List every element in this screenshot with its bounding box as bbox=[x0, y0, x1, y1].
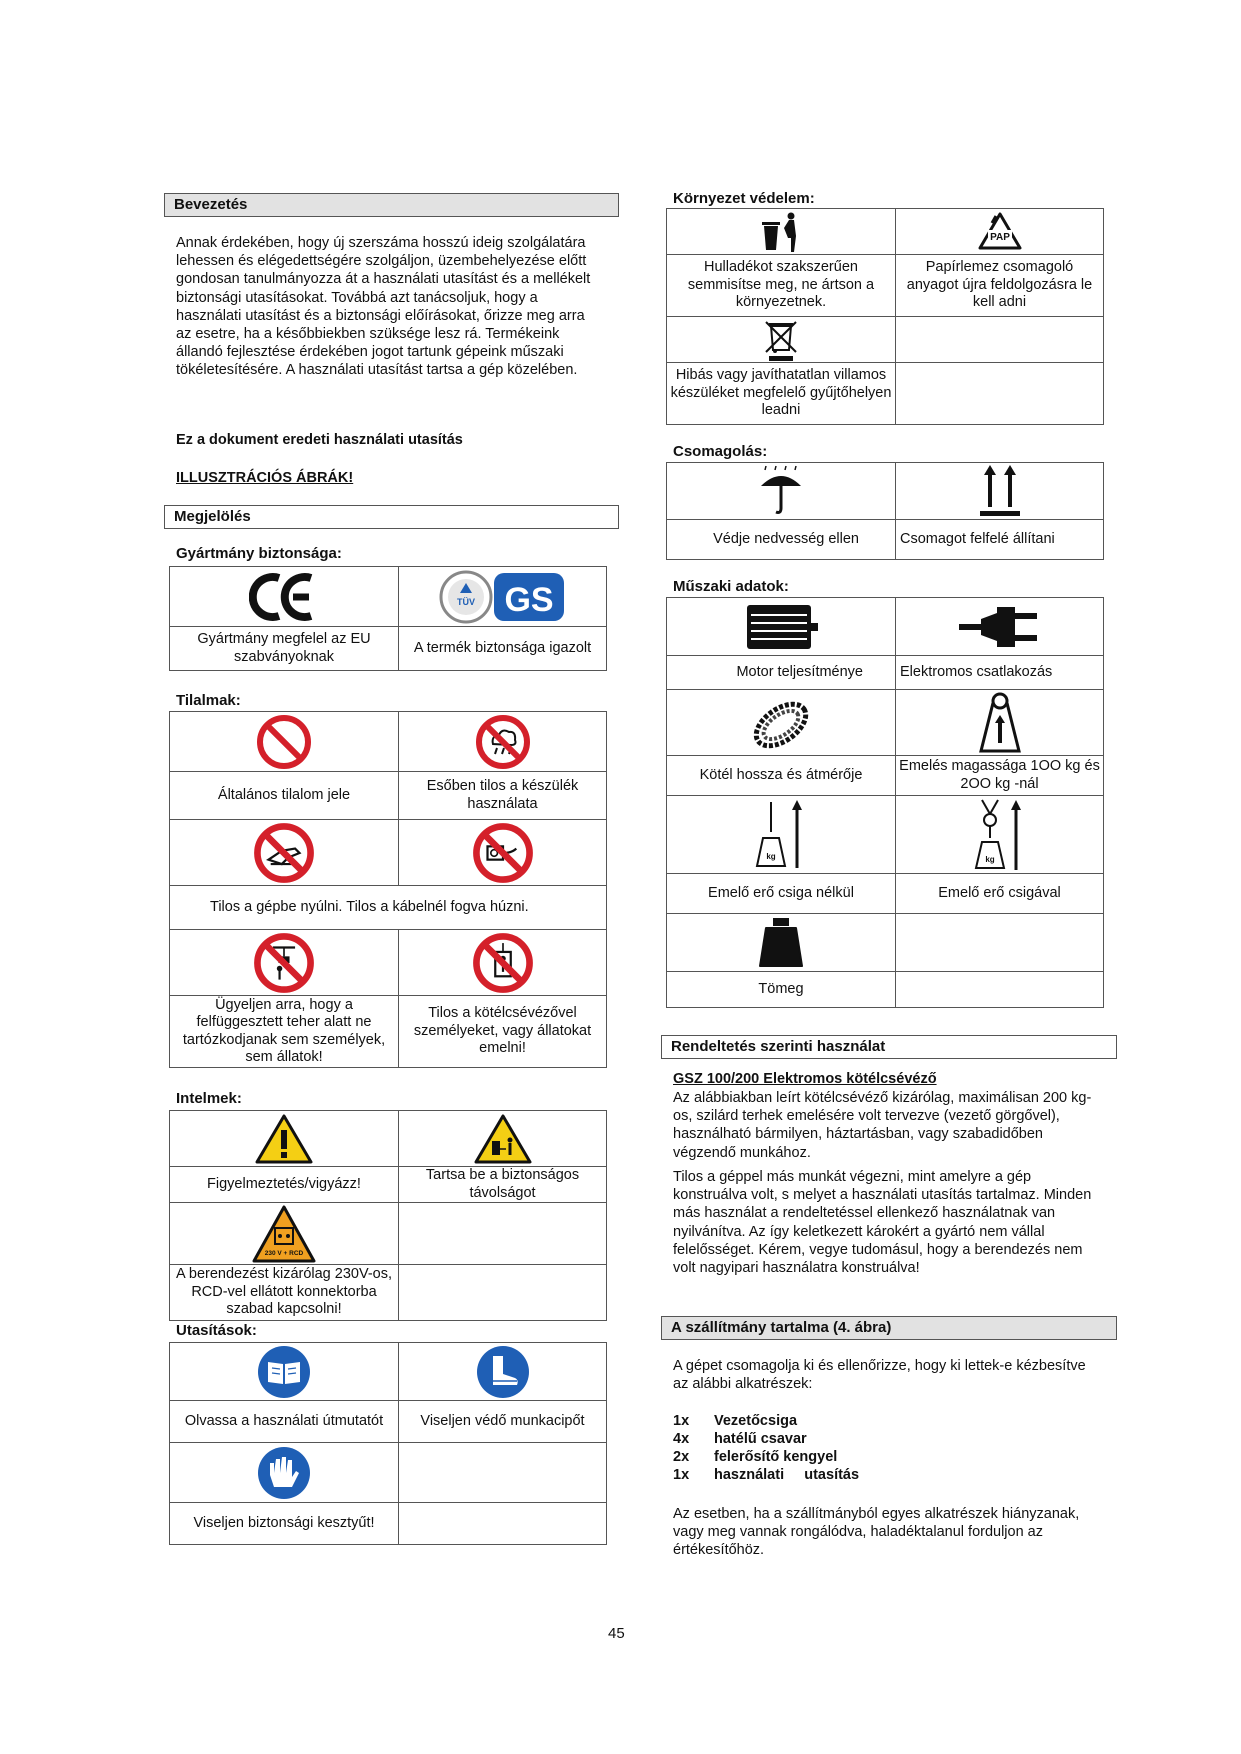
rcd-warning-cell bbox=[170, 1203, 399, 1265]
read-manual-cell bbox=[170, 1343, 399, 1401]
no-hand-cell bbox=[170, 820, 399, 886]
motor-caption: Motor teljesítménye bbox=[667, 656, 896, 690]
rope-coil-icon bbox=[743, 691, 819, 755]
tuv-gs-icon bbox=[438, 569, 568, 625]
item-qty: 2x bbox=[673, 1449, 690, 1465]
ce-mark-icon bbox=[249, 572, 319, 622]
intro-header: Bevezetés bbox=[164, 193, 619, 217]
item-name: hatélű csavar bbox=[714, 1431, 807, 1447]
environment-table bbox=[666, 208, 1104, 425]
keep-dry-cell bbox=[667, 463, 896, 520]
weee-cell bbox=[667, 317, 896, 363]
delivery-header: A szállítmány tartalma (4. ábra) bbox=[661, 1316, 1117, 1340]
general-warning-cell bbox=[170, 1111, 399, 1167]
empty-cell bbox=[399, 1265, 607, 1321]
pull-no-pulley-caption: Emelő erő csiga nélkül bbox=[667, 874, 896, 914]
general-prohibition-icon bbox=[256, 714, 312, 770]
intended-use-header: Rendeltetés szerinti használat bbox=[661, 1035, 1117, 1059]
item-qty: 4x bbox=[673, 1431, 690, 1447]
list-item bbox=[673, 1412, 859, 1430]
no-stand-under-load-caption: Ügyeljen arra, hogy a felfüggesztett teher alatt ne tartózkodjanak sem személyek, sem állatok! bbox=[170, 996, 399, 1068]
safety-shoes-icon bbox=[475, 1344, 531, 1400]
electric-plug-icon bbox=[957, 601, 1043, 653]
no-lift-persons-caption: Tilos a kötélcsévézővel személyeket, vagy állatokat emelni! bbox=[399, 996, 607, 1068]
no-standing-under-load-icon bbox=[253, 932, 315, 994]
plug-cell bbox=[896, 598, 1104, 656]
technical-title: Műszaki adatok: bbox=[673, 578, 789, 595]
prohibitions-title: Tilalmak: bbox=[176, 692, 241, 709]
empty-cell bbox=[399, 1503, 607, 1545]
tuv-gs-cell bbox=[399, 567, 607, 627]
this-side-up-cell bbox=[896, 463, 1104, 520]
original-note: Ez a dokument eredeti használati utasítás bbox=[176, 432, 463, 448]
empty-cell bbox=[896, 972, 1104, 1008]
dispose-caption: Hulladékot szakszerűen semmisítse meg, ne ártson a környezetnek. bbox=[667, 255, 896, 317]
weight-caption: Tömeg bbox=[667, 972, 896, 1008]
list-item bbox=[673, 1430, 859, 1448]
no-rain-use-icon bbox=[475, 714, 531, 770]
general-prohibition-caption: Általános tilalom jele bbox=[170, 772, 399, 820]
lift-height-cell bbox=[896, 690, 1104, 756]
prohibitions-table bbox=[169, 711, 607, 1068]
delivery-intro: A gépet csomagolja ki és ellenőrizze, hogy ki lettek-e kézbesítve az alábbi alkatrészek: bbox=[673, 1358, 1086, 1393]
ce-caption: Gyártmány megfelel az EU szabványoknak bbox=[170, 627, 399, 671]
safe-distance-cell bbox=[399, 1111, 607, 1167]
svg-text:GS: GS bbox=[503, 580, 554, 619]
no-lifting-persons-icon bbox=[472, 932, 534, 994]
empty-cell bbox=[896, 363, 1104, 425]
pap-caption: Papírlemez csomagoló anyagot újra feldolgozásra le kell adni bbox=[896, 255, 1104, 317]
rope-cell bbox=[667, 690, 896, 756]
instructions-title: Utasítások: bbox=[176, 1322, 257, 1339]
safe-distance-warning-icon bbox=[473, 1113, 533, 1165]
empty-cell bbox=[896, 914, 1104, 972]
lift-height-caption: Emelés magassága 1OO kg és 2OO kg -nál bbox=[896, 756, 1104, 796]
no-rain-caption: Esőben tilos a készülék használata bbox=[399, 772, 607, 820]
no-reach-cable-caption bbox=[170, 886, 607, 930]
no-stand-under-load-cell bbox=[170, 930, 399, 996]
gloves-cell bbox=[170, 1443, 399, 1503]
weee-caption: Hibás vagy javíthatatlan villamos készüléket megfelelő gyűjtőhelyen leadni bbox=[667, 363, 896, 425]
delivery-note: Az esetben, ha a szállítmányból egyes alkatrészek hiányzanak, vagy meg vannak rongálódva, haladéktalanul forduljon az értékesítőhöz. bbox=[673, 1506, 1080, 1559]
delivery-list bbox=[673, 1412, 859, 1484]
general-warning-icon bbox=[254, 1113, 314, 1165]
list-item bbox=[673, 1448, 859, 1466]
weight-cell bbox=[667, 914, 896, 972]
this-side-up-caption: Csomagot felfelé állítani bbox=[896, 520, 1104, 560]
read-manual-icon bbox=[256, 1344, 312, 1400]
litter-bin-cell bbox=[667, 209, 896, 255]
pap-recycle-cell bbox=[896, 209, 1104, 255]
safety-gloves-icon bbox=[256, 1445, 312, 1501]
dispose-properly-icon bbox=[756, 210, 806, 254]
intended-use-paragraph-1: Az alábbiakban leírt kötélcsévéző kizárólag, maximálisan 200 kg-os, szilárd terhek emelésére volt tervezve (vezető görgővel), használható bármilyen, háztartásban, vagy szabadidőben végzendő munkához. bbox=[673, 1090, 1092, 1161]
warnings-title: Intelmek: bbox=[176, 1090, 242, 1107]
keep-dry-umbrella-icon bbox=[756, 464, 806, 518]
illustrations-link[interactable]: ILLUSZTRÁCIÓS ÁBRÁK! bbox=[176, 470, 354, 486]
item-qty: 1x bbox=[673, 1413, 690, 1429]
intro-paragraph: Annak érdekében, hogy új szerszáma hosszú ideig szolgálatára lehessen és elégedettségére szolgáljon, üzembehelyezése előtt gondosan tanulmányozza át a használati utasítást és a mellékelt biztonsági utasításokat. Továbbá azt tanácsoljuk, hogy a használati utasítást és a biztonsági előírásokat, őrizze meg arra az esetre, ha a későbbiekben szüksége lesz rá. Termékeink állandó fejlesztése érdekében jogot tartunk gépeink műszaki tökéletesítésére. A használati utasítást tartsa a gép közelében. bbox=[176, 235, 591, 379]
item-qty: 1x bbox=[673, 1467, 690, 1483]
product-safety-table bbox=[169, 566, 607, 671]
ce-mark-cell bbox=[170, 567, 399, 627]
product-title: GSZ 100/200 Elektromos kötélcsévéző bbox=[673, 1071, 937, 1087]
no-reach-caption: Tilos a gépbe nyúlni. bbox=[210, 898, 343, 915]
no-cable-pull-icon bbox=[472, 822, 534, 884]
warnings-table bbox=[169, 1110, 607, 1321]
lifting-force-without-pulley-icon bbox=[751, 798, 811, 872]
technical-table bbox=[666, 597, 1104, 1008]
marking-header: Megjelölés bbox=[164, 505, 619, 529]
safety-shoes-caption: Viseljen védő munkacipőt bbox=[399, 1401, 607, 1443]
empty-cell bbox=[896, 317, 1104, 363]
keep-dry-caption: Védje nedvesség ellen bbox=[667, 520, 896, 560]
weight-icon bbox=[756, 916, 806, 970]
pull-with-pulley-cell bbox=[896, 796, 1104, 874]
gloves-caption: Viseljen biztonsági kesztyűt! bbox=[170, 1503, 399, 1545]
weee-crossed-bin-icon bbox=[761, 318, 801, 362]
motor-icon bbox=[743, 601, 819, 653]
no-rain-cell bbox=[399, 712, 607, 772]
intended-use-paragraph-2: Tilos a géppel más munkát végezni, mint amelyre a gép konstruálva volt, s melyet a használati utasítás tartalmaz. Minden más használat a rendeltetéssel ellenkező használatnak van nyilvánítva. Az így keletkezett károkért a gyártó nem vállal felelősséget. Kérem, vegye tudomásul, hogy a berendezés nem volt nagyipari használatra konstruálva! bbox=[673, 1169, 1092, 1277]
no-cable-caption: Tilos a kábelnél fogva húzni. bbox=[346, 898, 529, 915]
svg-text:kg: kg bbox=[984, 854, 995, 864]
no-lift-persons-cell bbox=[399, 930, 607, 996]
empty-cell bbox=[399, 1203, 607, 1265]
svg-text:TÜV: TÜV bbox=[456, 596, 475, 607]
list-item bbox=[673, 1466, 859, 1484]
motor-cell bbox=[667, 598, 896, 656]
svg-text:kg: kg bbox=[766, 851, 776, 861]
general-prohibition-cell bbox=[170, 712, 399, 772]
general-warning-caption: Figyelmeztetés/vigyázz! bbox=[170, 1167, 399, 1203]
pull-with-pulley-caption: Emelő erő csigával bbox=[896, 874, 1104, 914]
plug-caption: Elektromos csatlakozás bbox=[896, 656, 1104, 690]
pull-no-pulley-cell bbox=[667, 796, 896, 874]
rcd-warning-icon bbox=[251, 1204, 317, 1264]
product-safety-title: Gyártmány biztonsága: bbox=[176, 545, 342, 562]
svg-text:PAP: PAP bbox=[989, 231, 1010, 243]
item-name: használati utasítás bbox=[714, 1467, 860, 1483]
lifting-force-with-pulley-icon bbox=[970, 798, 1030, 872]
svg-text:230 V + RCD: 230 V + RCD bbox=[264, 1249, 304, 1257]
no-cable-pull-cell bbox=[399, 820, 607, 886]
this-side-up-icon bbox=[978, 463, 1022, 519]
rope-caption: Kötél hossza és átmérője bbox=[667, 756, 896, 796]
empty-cell bbox=[399, 1443, 607, 1503]
packaging-table bbox=[666, 462, 1104, 560]
lift-height-icon bbox=[975, 691, 1025, 755]
tuv-caption: A termék biztonsága igazolt bbox=[399, 627, 607, 671]
instructions-table bbox=[169, 1342, 607, 1545]
item-name: Vezetőcsiga bbox=[714, 1413, 798, 1429]
safety-shoes-cell bbox=[399, 1343, 607, 1401]
safe-distance-caption: Tartsa be a biztonságos távolságot bbox=[399, 1167, 607, 1203]
page-number: 45 bbox=[608, 1625, 625, 1642]
rcd-warning-caption: A berendezést kizárólag 230V-os, RCD-vel ellátott konnektorba szabad kapcsolni! bbox=[170, 1265, 399, 1321]
no-reach-in-icon bbox=[253, 822, 315, 884]
packaging-title: Csomagolás: bbox=[673, 443, 768, 460]
paper-recycling-icon bbox=[972, 210, 1028, 254]
read-manual-caption: Olvassa a használati útmutatót bbox=[170, 1401, 399, 1443]
item-name: felerősítő kengyel bbox=[714, 1449, 838, 1465]
environment-title: Környezet védelem: bbox=[673, 190, 815, 207]
